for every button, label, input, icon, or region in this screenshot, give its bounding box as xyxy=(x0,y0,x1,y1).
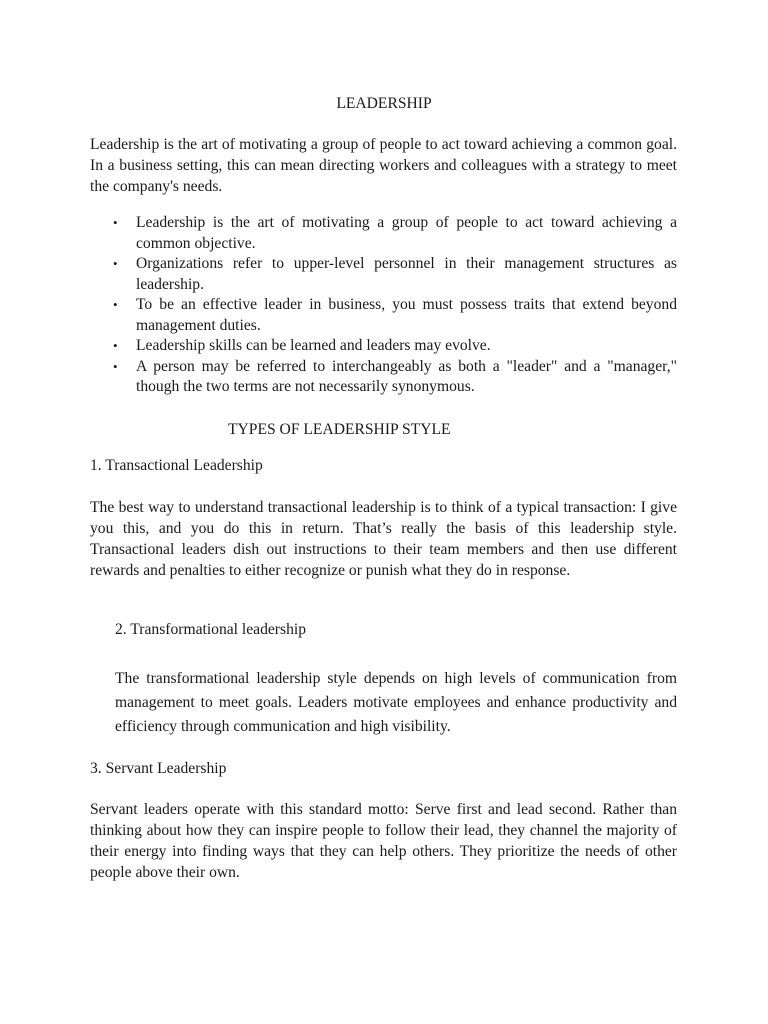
intro-paragraph: Leadership is the art of motivating a group of people to act toward achieving a common goal. In a business setting, this can mean directing workers and colleagues with a strategy to meet the company's needs. xyxy=(90,136,677,195)
section-body-transactional: The best way to understand transactional leadership is to think of a typical transaction: I give you this, and you do this in return. That’s really the basis of this leadership style. Transactional leaders dish out instructions to their team members and then use different rewards and penalties to either recognize or punish what they do in response. xyxy=(90,499,677,579)
document-title: LEADERSHIP xyxy=(336,95,432,112)
section-heading-servant: 3. Servant Leadership xyxy=(90,760,227,777)
types-heading: TYPES OF LEADERSHIP STYLE xyxy=(228,421,451,438)
bullet-item xyxy=(90,213,677,254)
bullet-item xyxy=(90,336,677,357)
bullet-icon: • xyxy=(113,256,118,271)
section-body-servant: Servant leaders operate with this standard motto: Serve first and lead second. Rather than thinking about how they can inspire people to follow their lead, they channel the majority of their energy into finding ways that they can help others. They prioritize the needs of other people above their own. xyxy=(90,801,677,881)
bullet-item xyxy=(90,357,677,398)
section-heading-transformational: 2. Transformational leadership xyxy=(115,621,306,638)
bullet-icon: • xyxy=(113,297,118,312)
bullet-text: A person may be referred to interchangeably as both a "leader" and a "manager," though the two terms are not necessarily synonymous. xyxy=(136,357,677,395)
bullet-text: Organizations refer to upper-level personnel in their management structures as leadership. xyxy=(136,255,677,293)
bullet-text: Leadership skills can be learned and leaders may evolve. xyxy=(136,337,491,354)
section-body-transformational: The transformational leadership style depends on high levels of communication from management to meet goals. Leaders motivate employees and enhance productivity and efficiency through communication and high visibility. xyxy=(115,670,677,735)
bullet-icon: • xyxy=(113,338,118,353)
bullet-item xyxy=(90,254,677,295)
bullet-item xyxy=(90,295,677,336)
bullet-text: To be an effective leader in business, you must possess traits that extend beyond management duties. xyxy=(136,296,677,334)
bullet-icon: • xyxy=(113,215,118,230)
section-heading-transactional: 1. Transactional Leadership xyxy=(90,457,263,474)
bullet-text: Leadership is the art of motivating a group of people to act toward achieving a common objective. xyxy=(136,214,677,252)
bullet-icon: • xyxy=(113,358,118,374)
bullet-list xyxy=(90,213,677,398)
